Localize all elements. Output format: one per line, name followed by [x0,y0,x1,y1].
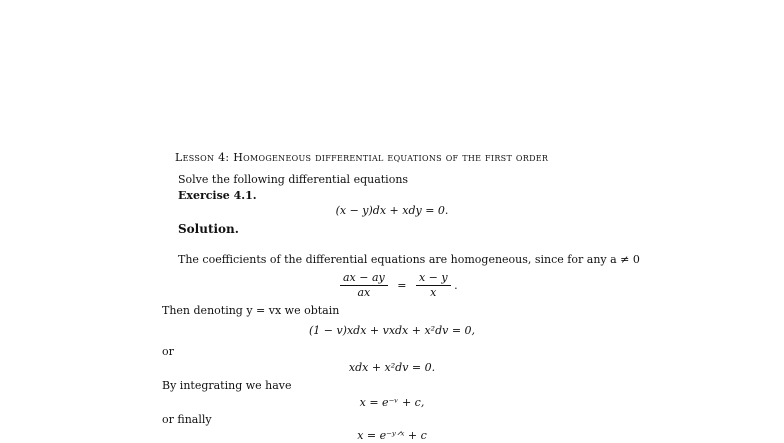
fraction-right [416,271,451,300]
substitution-text: Then denoting y = vx we obtain [162,304,340,317]
lesson-heading: Lesson 4: Homogeneous differential equations of the first order [175,151,549,164]
coefficients-text: The coefficients of the differential equations are homogeneous, since for any a ≠ 0 [178,253,640,266]
intro-text: Solve the following differential equations [178,173,409,186]
equation-1: (x − y)dx + xdy = 0. [335,204,449,217]
equation-4: x = e⁻ᵛ + c, [359,396,425,409]
fraction-left-denominator: ax [357,286,371,299]
or-finally-text: or finally [162,413,212,426]
homogeneity-fraction [340,271,458,300]
fraction-equals: = [397,279,407,292]
fraction-period: . [454,279,458,292]
or-text: or [162,345,174,358]
solution-label: Solution. [178,222,239,236]
exercise-label: Exercise 4.1. [178,189,257,202]
fraction-right-denominator: x [430,286,437,299]
equation-2: (1 − v)xdx + vxdx + x²dv = 0, [308,324,476,337]
integrating-text: By integrating we have [162,379,292,392]
equation-3: xdx + x²dv = 0. [348,361,436,374]
fraction-left-numerator: ax − ay [340,271,388,286]
equation-5: x = e⁻ʸᐟˣ + c [357,429,427,442]
fraction-left [340,271,388,300]
fraction-right-numerator: x − y [416,271,451,286]
